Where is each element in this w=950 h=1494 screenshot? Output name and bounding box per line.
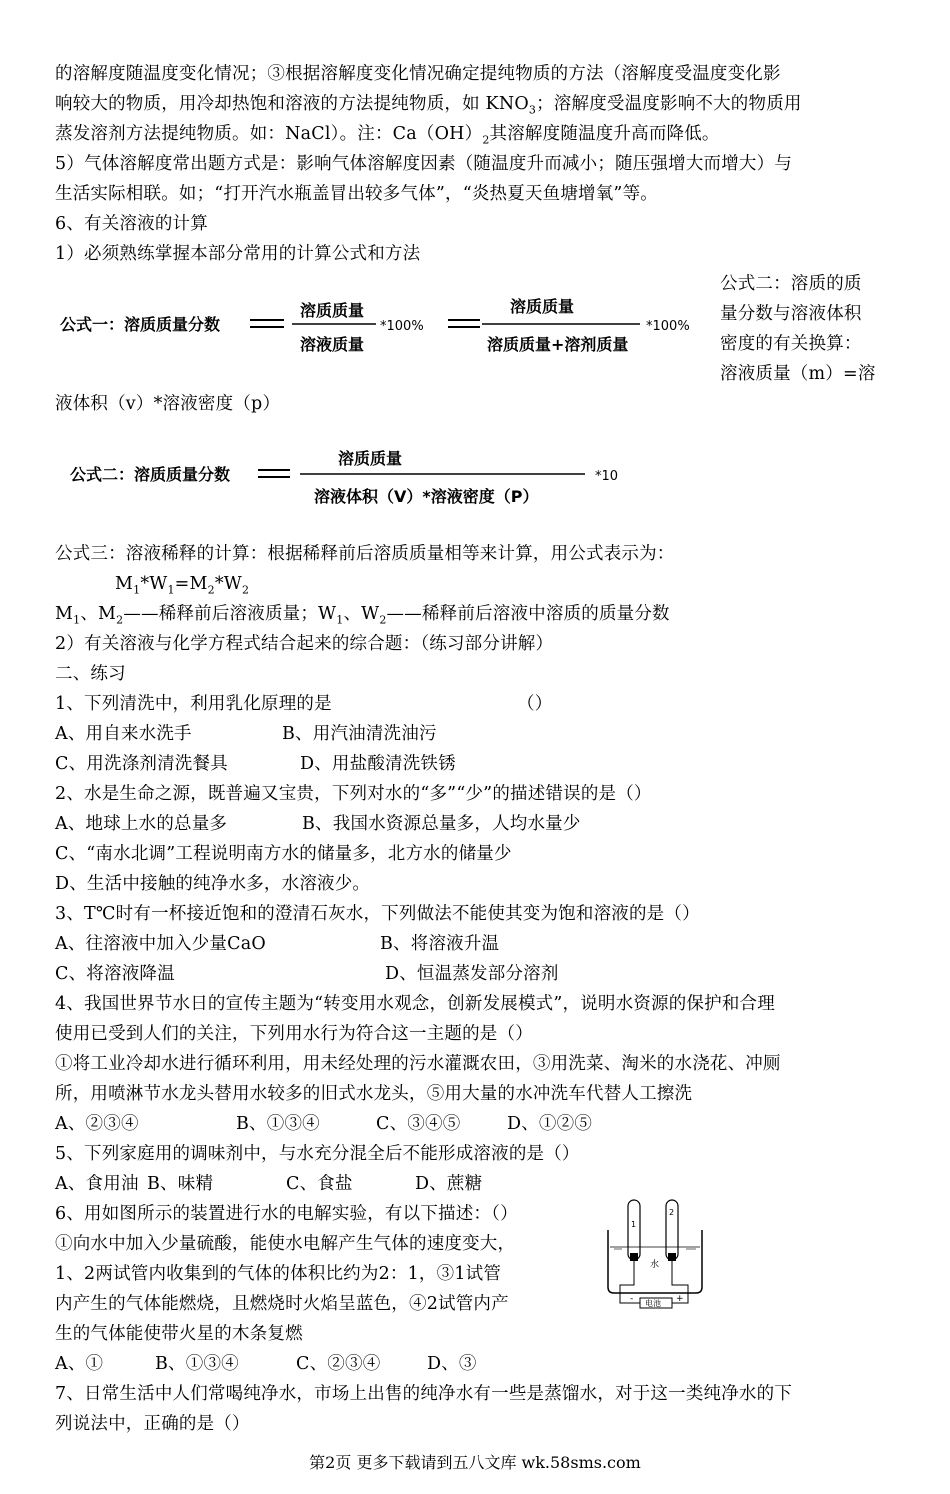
option: B、①③④ xyxy=(236,1114,320,1134)
question-4-line: ①将工业冷却水进行循环利用，用未经处理的污水灌溉农田，③用洗菜、淘米的水浇花、冲厕 xyxy=(55,1054,781,1074)
option: C、将溶液降温 xyxy=(55,964,175,984)
option: B、味精 xyxy=(147,1174,214,1194)
option: A、往溶液中加入少量CaO xyxy=(55,934,266,954)
formula-two-image xyxy=(70,440,630,515)
text-line: 5）气体溶解度常出题方式是：影响气体溶解度因素（随温度升而减小；随压强增大而增大）与 xyxy=(55,154,793,174)
question-6-line: ①向水中加入少量硫酸，能使水电解产生气体的速度变大， xyxy=(55,1234,516,1254)
water-label: 水 xyxy=(650,1260,660,1270)
percent-factor: *10 xyxy=(595,469,619,484)
side-text-line: 公式二：溶质的质 xyxy=(720,274,862,294)
option: C、③④⑤ xyxy=(376,1114,461,1134)
question-2: 2、水是生命之源，既普遍又宝贵，下列对水的“多”“少”的描述错误的是（） xyxy=(55,784,652,804)
formula-one-label: 公式一：溶质质量分数 xyxy=(60,315,221,334)
option: C、“南水北调”工程说明南方水的储量多，北方水的储量少 xyxy=(55,844,512,864)
option: D、恒温蒸发部分溶剂 xyxy=(385,964,559,984)
option: A、用自来水洗手 xyxy=(55,724,192,744)
formula-two-numerator: 溶质质量 xyxy=(338,449,403,468)
option: D、蔗糖 xyxy=(415,1174,483,1194)
option: B、用汽油清洗油污 xyxy=(282,724,437,744)
option: A、① xyxy=(55,1354,104,1374)
electrode xyxy=(630,1253,638,1261)
option: B、①③④ xyxy=(155,1354,239,1374)
text-line: 公式三：溶液稀释的计算：根据稀释前后溶质质量相等来计算，用公式表示为： xyxy=(55,544,675,564)
text-line: 2）有关溶液与化学方程式结合起来的综合题：（练习部分讲解） xyxy=(55,634,554,654)
percent-factor: *100% xyxy=(380,319,424,334)
option: A、地球上水的总量多 xyxy=(55,814,228,834)
question-6-line: 1、2两试管内收集到的气体的体积比约为2：1，③1试管 xyxy=(55,1264,502,1284)
text-line: 液体积（v）*溶液密度（p） xyxy=(55,394,281,414)
formula-one-denominator-2: 溶质质量+溶剂质量 xyxy=(487,335,629,354)
formula-one-denominator: 溶液质量 xyxy=(300,335,365,354)
percent-factor: *100% xyxy=(646,319,690,334)
question-4-line: 所，用喷淋节水龙头替用水较多的旧式水龙头，⑤用大量的水冲洗车代替人工擦洗 xyxy=(55,1084,693,1104)
option: B、将溶液升温 xyxy=(380,934,500,954)
question-7: 7、日常生活中人们常喝纯净水，市场上出售的纯净水有一些是蒸馏水，对于这一类纯净水的下 xyxy=(55,1384,793,1404)
formula-one-numerator-2: 溶质质量 xyxy=(510,297,575,316)
tube-2-label: 2 xyxy=(669,1208,675,1217)
section-heading: 二、练习 xyxy=(55,664,126,684)
text-line: 蒸发溶剂方法提纯物质。如：NaCl）。注：$Ca(OH)_2$其溶解度随温度升高而降低。 xyxy=(55,124,720,147)
text-line: 6、有关溶液的计算 xyxy=(55,214,208,234)
option: A、②③④ xyxy=(55,1114,139,1134)
side-text-line: 溶液质量（m）=溶 xyxy=(720,364,876,384)
text-line: 响较大的物质，用冷却热饱和溶液的方法提纯物质，如 $KNO_3$；溶解度受温度影响不大的物质用 xyxy=(55,94,802,117)
option: D、生活中接触的纯净水多，水溶液少。 xyxy=(55,874,371,894)
side-text-line: 量分数与溶液体积 xyxy=(720,304,862,324)
tube-1-label: 1 xyxy=(631,1220,637,1229)
question-4-line: 使用已受到人们的关注，下列用水行为符合这一主题的是（） xyxy=(55,1024,533,1044)
answer-paren: （） xyxy=(517,694,553,714)
option: A、食用油 xyxy=(55,1174,139,1194)
option: D、①②⑤ xyxy=(507,1114,593,1134)
text-line: 生活实际相联。如；“打开汽水瓶盖冒出较多气体”，“炎热夏天鱼塘增氧”等。 xyxy=(55,184,658,204)
option: C、食盐 xyxy=(286,1174,353,1194)
minus-sign: - xyxy=(630,1294,634,1304)
electrolysis-apparatus-figure xyxy=(600,1195,710,1315)
formula-one-image xyxy=(60,290,710,365)
formula-two-denominator: 溶液体积（V）*溶液密度（P） xyxy=(314,487,539,506)
formula-one-numerator: 溶质质量 xyxy=(300,301,365,320)
question-6-line: 内产生的气体能燃烧，且燃烧时火焰呈蓝色，④2试管内产 xyxy=(55,1294,509,1314)
side-text-line: 密度的有关换算： xyxy=(720,334,862,354)
formula-two-label: 公式二：溶质质量分数 xyxy=(70,465,231,484)
question-1: 1、下列清洗中，利用乳化原理的是 xyxy=(55,694,332,714)
text-line: 1）必须熟练掌握本部分常用的计算公式和方法 xyxy=(55,244,421,264)
option: C、用洗涤剂清洗餐具 xyxy=(55,754,228,774)
question-7-line: 列说法中，正确的是（） xyxy=(55,1414,250,1434)
question-6: 6、用如图所示的装置进行水的电解实验，有以下描述：（） xyxy=(55,1204,518,1224)
question-3: 3、T℃时有一杯接近饱和的澄清石灰水，下列做法不能使其变为饱和溶液的是（） xyxy=(55,904,700,924)
question-4: 4、我国世界节水日的宣传主题为“转变用水观念，创新发展模式”，说明水资源的保护和合理 xyxy=(55,994,775,1014)
text-line: 的溶解度随温度变化情况；③根据溶解度变化情况确定提纯物质的方法（溶解度受温度变化影 xyxy=(55,64,781,84)
test-tube-1 xyxy=(628,1200,640,1260)
question-6-line: 生的气体能使带火星的木条复燃 xyxy=(55,1324,303,1344)
option: D、③ xyxy=(427,1354,477,1374)
formula-three-equation: $M_1*W_1=M_2*W_2$ xyxy=(115,574,250,597)
text-line: $M_1$、$M_2——$稀释前后溶液质量；$W_1$、$W_2——$稀释前后溶液中溶质的质量分数 xyxy=(55,604,670,627)
option: B、我国水资源总量多，人均水量少 xyxy=(302,814,581,834)
plus-sign: + xyxy=(676,1294,684,1304)
battery-label: 电池 xyxy=(645,1299,661,1308)
option: D、用盐酸清洗铁锈 xyxy=(300,754,456,774)
option: C、②③④ xyxy=(296,1354,381,1374)
question-5: 5、下列家庭用的调味剂中，与水充分混全后不能形成溶液的是（） xyxy=(55,1144,580,1164)
electrode xyxy=(668,1253,676,1261)
page-footer: 第2页 更多下载请到五八文库 wk.58sms.com xyxy=(309,1453,641,1472)
